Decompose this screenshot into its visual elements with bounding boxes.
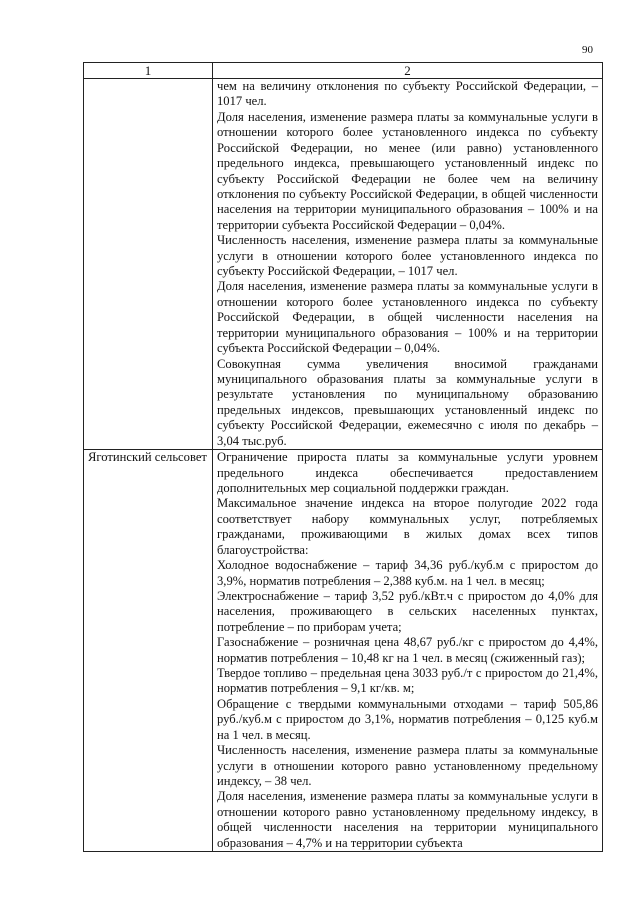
table-row (84, 450, 603, 852)
row-content (213, 79, 603, 450)
paragraph: Численность населения, изменение размера платы за коммунальные услуги в отношении которого равно установленному предельному индексу, – 38 чел. (217, 743, 598, 788)
row-label: Яготинский сельсовет (84, 450, 213, 852)
paragraph: Электроснабжение – тариф 3,52 руб./кВт.ч с приростом до 4,0% для населения, проживающего в сельских населенных пунктах, потребление – по приборам учета; (217, 588, 598, 634)
table-header-row (84, 63, 603, 79)
document-table (83, 62, 603, 852)
paragraph: Доля населения, изменение размера платы за коммунальные услуги в отношении которого равно установленному предельному индексу, в общей численности населения на территории муниципального образования – 4,7% и на территории субъекта (217, 789, 598, 850)
paragraph: Газоснабжение – розничная цена 48,67 руб./кг с приростом до 4,4%, норматив потребления – 10,48 кг на 1 чел. в месяц (сжиженный газ); (217, 635, 598, 665)
paragraph: Холодное водоснабжение – тариф 34,36 руб./куб.м с приростом до 3,9%, норматив потребления – 2,388 куб.м. на 1 чел. в месяц; (217, 558, 598, 588)
paragraph: Численность населения, изменение размера платы за коммунальные услуги в отношении которого более установленного индекса по субъекту Российской Федерации, – 1017 чел. (217, 233, 598, 279)
row-content (213, 450, 603, 852)
row-label (84, 79, 213, 450)
paragraph: Ограничение прироста платы за коммунальные услуги уровнем предельного индекса обеспечивается предоставлением дополнительных мер социальной поддержки граждан. (217, 450, 598, 495)
table-row (84, 79, 603, 450)
paragraph: Совокупная сумма увеличения вносимой гражданами муниципального образования платы за коммунальные услуги в результате установления по муниципальному образованию предельных индексов, превышающих установленный индекс по субъекту Российской Федерации, ежемесячно с июля по декабрь – 3,04 тыс.руб. (217, 356, 598, 448)
paragraph: Доля населения, изменение размера платы за коммунальные услуги в отношении которого более установленного индекса по субъекту Российской Федерации, но менее (или равно) установленного предельного индекса, превышающего установленный индекс по субъекту Российской Федерации не более чем на величину отклонения по субъекту Российской Федерации, в общей численности населения на территории муниципального образования – 100% и на территории субъекта Российской Федерации – 0,04%. (217, 109, 598, 232)
column-header-2: 2 (213, 63, 603, 79)
paragraph: Максимальное значение индекса на второе полугодие 2022 года соответствует набору коммунальных услуг, потребляемых гражданами, проживающими в жилых домах всех типов благоустройства: (217, 496, 598, 557)
column-header-1: 1 (84, 63, 213, 79)
paragraph: Обращение с твердыми коммунальными отходами – тариф 505,86 руб./куб.м с приростом до 3,1%, норматив потребления – 0,125 куб.м на 1 чел. в месяц. (217, 696, 598, 742)
paragraph: Твердое топливо – предельная цена 3033 руб./т с приростом до 21,4%, норматив потребления – 9,1 кг/кв. м; (217, 666, 598, 696)
paragraph: чем на величину отклонения по субъекту Российской Федерации, – 1017 чел. (217, 79, 598, 109)
page-number: 90 (582, 44, 593, 56)
paragraph: Доля населения, изменение размера платы за коммунальные услуги в отношении которого более установленного индекса по субъекту Российской Федерации, в общей численности населения на территории муниципального образования – 100% и на территории субъекта Российской Федерации – 0,04%. (217, 279, 598, 356)
